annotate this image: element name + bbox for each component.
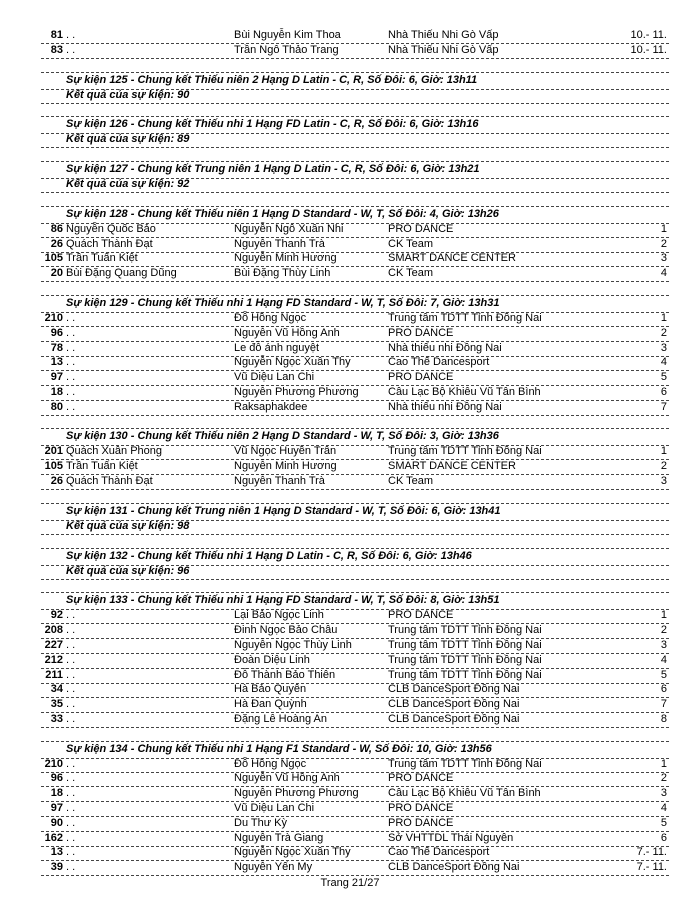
dancer-name: Nguyễn Minh Hương	[234, 252, 337, 265]
placement: 7.- 11.	[636, 861, 667, 874]
dancer-name: Đỗ Hồng Ngọc	[234, 757, 307, 770]
entry-number: 13	[50, 846, 63, 859]
dancer-name: Le đỗ ánh nguyệt	[234, 341, 320, 354]
placement: 5	[660, 371, 667, 384]
club-name: Câu Lạc Bộ Khiêu Vũ Tân Bình	[388, 787, 541, 800]
dancer-name: Nguyễn Ngọc Xuân Thy	[234, 356, 351, 369]
entry-number: 39	[50, 861, 63, 874]
partner-name: . .	[66, 712, 76, 725]
entry-number: 90	[50, 816, 63, 829]
club-name: Nhà Thiếu Nhi Gò Vấp	[388, 29, 499, 41]
dancer-name: Vũ Diệu Lan Chi	[234, 801, 315, 814]
partner-name: . .	[66, 29, 76, 41]
entry-number: 96	[50, 326, 63, 339]
table-row	[41, 757, 669, 773]
entry-number: 33	[50, 712, 63, 725]
club-name: PRO DANCE	[388, 609, 454, 622]
table-row	[41, 311, 669, 327]
dancer-name: Lại Bảo Ngọc Linh	[234, 609, 324, 622]
entry-number: 96	[50, 772, 63, 785]
entry-number: 34	[50, 683, 63, 696]
entry-number: 80	[50, 400, 63, 413]
dancer-name: Nguyễn Thanh Trà	[234, 237, 325, 250]
placement: 7	[660, 698, 667, 711]
event-result	[41, 88, 669, 104]
club-name: Trung tâm TDTT Tỉnh Đồng Nai	[388, 668, 542, 681]
dancer-name: Nguyễn Ngọc Xuân Thy	[234, 846, 351, 859]
entry-number: 18	[50, 787, 63, 800]
partner-name: . .	[66, 638, 76, 651]
placement: 3	[660, 787, 667, 800]
table-row	[41, 385, 669, 401]
entry-number: 208	[44, 624, 63, 637]
partner-name: . .	[66, 831, 76, 844]
club-name: Trung tâm TDTT Tỉnh Đồng Nai	[388, 624, 542, 637]
event-title: Sự kiện 132 - Chung kết Thiếu nhi 1 Hạng D Latin - C, R, Số Đôi: 6, Giờ: 13h46	[66, 549, 472, 562]
dancer-name: Hà Bảo Quyên	[234, 683, 307, 696]
dancer-name: Nguyễn Vũ Hồng Anh	[234, 326, 340, 339]
table-row	[41, 370, 669, 386]
entry-number: 78	[50, 341, 63, 354]
entry-number: 92	[50, 609, 63, 622]
placement: 1	[660, 757, 667, 770]
dancer-name: Đỗ Thành Bảo Thiên	[234, 668, 336, 681]
page-number: Trang 21/27	[320, 877, 380, 889]
table-row	[41, 801, 669, 817]
club-name: Trung tâm TDTT Tỉnh Đồng Nai	[388, 757, 542, 770]
table-row	[41, 653, 669, 669]
placement: 10.- 11.	[630, 43, 667, 56]
dancer-name: Vũ Diệu Lan Chi	[234, 371, 315, 384]
table-row	[41, 816, 669, 832]
entry-number: 26	[50, 237, 63, 250]
entry-number: 18	[50, 385, 63, 398]
club-name: CK Team	[388, 237, 434, 250]
placement: 6	[660, 385, 667, 398]
entry-number: 20	[50, 267, 63, 280]
table-row	[41, 28, 669, 44]
club-name: CLB DanceSport Đồng Nai	[388, 712, 520, 725]
placement: 5	[660, 816, 667, 829]
club-name: Sở VHTTDL Thái Nguyên	[388, 831, 514, 844]
placement: 6	[660, 831, 667, 844]
placement: 3	[660, 475, 667, 488]
event-result-text: Kết quả của sự kiện: 96	[66, 564, 190, 577]
dancer-name: Raksaphakdee	[234, 400, 308, 413]
partner-name: . .	[66, 683, 76, 696]
partner-name: . .	[66, 787, 76, 800]
entry-number: 35	[50, 698, 63, 711]
partner-name: . .	[66, 846, 76, 859]
entry-number: 210	[44, 312, 63, 325]
event-title: Sự kiện 127 - Chung kết Trung niên 1 Hạng D Latin - C, R, Số Đôi: 6, Giờ: 13h21	[66, 163, 480, 176]
dancer-name: Nguyễn Trà Giang	[234, 831, 324, 844]
partner-name: . .	[66, 624, 76, 637]
dancer-name: Vũ Ngọc Huyền Trân	[234, 445, 337, 458]
event-result-text: Kết quả của sự kiện: 92	[66, 178, 190, 191]
table-row	[41, 400, 669, 416]
dancer-name: Đặng Lê Hoàng An	[234, 712, 327, 725]
event-title: Sự kiện 126 - Chung kết Thiếu nhi 1 Hạng FD Latin - C, R, Số Đôi: 6, Giờ: 13h16	[66, 118, 479, 131]
dancer-name: Trần Ngô Thảo Trang	[234, 43, 339, 56]
table-row	[41, 831, 669, 847]
club-name: SMART DANCE CENTER	[388, 460, 516, 473]
table-row	[41, 222, 669, 238]
event-result	[41, 564, 669, 580]
event-result-text: Kết quả của sự kiện: 98	[66, 519, 190, 532]
club-name: PRO DANCE	[388, 816, 454, 829]
table-row	[41, 341, 669, 357]
placement: 2	[660, 772, 667, 785]
dancer-name: Nguyễn Thanh Trà	[234, 475, 325, 488]
partner-name: . .	[66, 653, 76, 666]
club-name: Nhà Thiếu Nhi Gò Vấp	[388, 43, 499, 56]
placement: 2	[660, 326, 667, 339]
club-name: Trung tâm TDTT Tỉnh Đồng Nai	[388, 653, 542, 666]
dancer-name: Nguyễn Ngọc Thùy Linh	[234, 638, 352, 651]
club-name: Trung tâm TDTT Tỉnh Đồng Nai	[388, 312, 542, 325]
dancer-name: Bùi Đặng Thùy Linh	[234, 267, 331, 280]
table-row	[41, 638, 669, 654]
club-name: PRO DANCE	[388, 801, 454, 814]
event-result-text: Kết quả của sự kiện: 89	[66, 133, 190, 146]
partner-name: Quách Xuân Phong	[66, 445, 163, 458]
table-row	[41, 771, 669, 787]
entry-number: 211	[45, 668, 63, 681]
club-name: Trung tâm TDTT Tỉnh Đồng Nai	[388, 638, 542, 651]
placement: 2	[660, 624, 667, 637]
table-row	[41, 326, 669, 342]
placement: 10.- 11.	[630, 29, 667, 41]
club-name: Cao Thế Dancesport	[388, 356, 490, 369]
entry-number: 162	[44, 831, 63, 844]
table-row	[41, 623, 669, 639]
club-name: PRO DANCE	[388, 222, 454, 235]
table-row	[41, 608, 669, 624]
event-title: Sự kiện 125 - Chung kết Thiếu niên 2 Hạng D Latin - C, R, Số Đôi: 6, Giờ: 13h11	[66, 73, 478, 86]
dancer-name: Nguyễn Phương Phương	[234, 787, 359, 800]
table-row	[41, 444, 669, 460]
event-result	[41, 132, 669, 148]
dancer-name: Nguyễn Yến My	[234, 861, 313, 874]
entry-number: 83	[50, 43, 63, 56]
placement: 6	[660, 683, 667, 696]
entry-number: 97	[50, 801, 63, 814]
entry-number: 105	[44, 460, 63, 473]
club-name: SMART DANCE CENTER	[388, 252, 516, 265]
partner-name: . .	[66, 801, 76, 814]
partner-name: . .	[66, 757, 76, 770]
event-title: Sự kiện 134 - Chung kết Thiếu nhi 1 Hạng F1 Standard - W, Số Đôi: 10, Giờ: 13h56	[66, 742, 492, 755]
dancer-name: Đoàn Diệu Linh	[234, 653, 310, 666]
placement: 1	[660, 609, 667, 622]
dancer-name: Đinh Ngọc Bảo Châu	[234, 624, 338, 637]
table-row	[41, 266, 669, 282]
table-row	[41, 682, 669, 698]
entry-number: 201	[44, 445, 63, 458]
event-title: Sự kiện 133 - Chung kết Thiếu nhi 1 Hạng FD Standard - W, T, Số Đôi: 8, Giờ: 13h51	[66, 594, 500, 607]
partner-name: . .	[66, 43, 76, 56]
table-row	[41, 712, 669, 728]
placement: 4	[660, 653, 667, 666]
table-row	[41, 474, 669, 490]
table-row	[41, 786, 669, 802]
partner-name: . .	[66, 312, 76, 325]
placement: 1	[660, 312, 667, 325]
dancer-name: Nguyễn Ngô Xuân Nhi	[234, 222, 344, 235]
club-name: CLB DanceSport Đồng Nai	[388, 698, 520, 711]
table-row	[41, 251, 669, 267]
partner-name: Trần Tuấn Kiệt	[66, 252, 138, 265]
entry-number: 105	[44, 252, 63, 265]
placement: 3	[660, 252, 667, 265]
club-name: CK Team	[388, 267, 434, 280]
partner-name: . .	[66, 772, 76, 785]
table-row	[41, 43, 669, 59]
partner-name: . .	[66, 698, 76, 711]
entry-number: 227	[44, 638, 63, 651]
table-row	[41, 860, 669, 876]
partner-name: Nguyễn Quốc Bảo	[66, 222, 156, 235]
table-row	[41, 845, 669, 861]
partner-name: Trần Tuấn Kiệt	[66, 460, 138, 473]
partner-name: . .	[66, 609, 76, 622]
event-title: Sự kiện 129 - Chung kết Thiếu nhi 1 Hạng FD Standard - W, T, Số Đôi: 7, Giờ: 13h31	[66, 297, 500, 310]
dancer-name: Hà Đan Quỳnh	[234, 698, 307, 711]
club-name: Trung tâm TDTT Tỉnh Đồng Nai	[388, 445, 542, 458]
placement: 2	[660, 460, 667, 473]
event-title: Sự kiện 130 - Chung kết Thiếu niên 2 Hạng D Standard - W, T, Số Đôi: 3, Giờ: 13h36	[66, 430, 499, 443]
placement: 8	[660, 712, 667, 725]
entry-number: 81	[50, 29, 63, 41]
dancer-name: Bùi Nguyễn Kim Thoa	[234, 29, 341, 41]
dancer-name: Đỗ Hồng Ngọc	[234, 312, 307, 325]
entry-number: 97	[50, 371, 63, 384]
entry-number: 212	[44, 653, 63, 666]
table-row	[41, 697, 669, 713]
dancer-name: Nguyễn Minh Hương	[234, 460, 337, 473]
event-title: Sự kiện 128 - Chung kết Thiếu niên 1 Hạng D Standard - W, T, Số Đôi: 4, Giờ: 13h26	[66, 207, 499, 220]
placement: 1	[660, 445, 667, 458]
event-result	[41, 177, 669, 193]
entry-number: 86	[50, 222, 63, 235]
partner-name: . .	[66, 816, 76, 829]
entry-number: 26	[50, 475, 63, 488]
table-row	[41, 668, 669, 684]
club-name: Nhà thiếu nhi Đồng Nai	[388, 341, 502, 354]
event-result-text: Kết quả của sự kiện: 90	[66, 88, 190, 101]
club-name: PRO DANCE	[388, 326, 454, 339]
placement: 4	[660, 267, 667, 280]
event-result	[41, 519, 669, 535]
placement: 7	[660, 400, 667, 413]
placement: 5	[660, 668, 667, 681]
partner-name: . .	[66, 400, 76, 413]
club-name: CLB DanceSport Đồng Nai	[388, 683, 520, 696]
club-name: Cao Thế Dancesport	[388, 846, 490, 859]
placement: 4	[660, 801, 667, 814]
placement: 3	[660, 341, 667, 354]
placement: 4	[660, 356, 667, 369]
club-name: PRO DANCE	[388, 772, 454, 785]
partner-name: Bùi Đặng Quang Dũng	[66, 267, 177, 280]
entry-number: 210	[44, 757, 63, 770]
club-name: PRO DANCE	[388, 371, 454, 384]
entry-number: 13	[50, 356, 63, 369]
club-name: Câu Lạc Bộ Khiêu Vũ Tân Bình	[388, 385, 541, 398]
table-row	[41, 355, 669, 371]
partner-name: . .	[66, 326, 76, 339]
dancer-name: Nguyễn Vũ Hồng Anh	[234, 772, 340, 785]
club-name: CLB DanceSport Đồng Nai	[388, 861, 520, 874]
partner-name: . .	[66, 356, 76, 369]
event-title: Sự kiện 131 - Chung kết Trung niên 1 Hạng D Standard - W, T, Số Đôi: 6, Giờ: 13h41	[66, 504, 501, 517]
partner-name: Quách Thành Đạt	[66, 237, 153, 250]
placement: 7.- 11.	[636, 846, 667, 859]
table-row	[41, 459, 669, 475]
dancer-name: Du Thư Kỳ	[234, 816, 288, 829]
placement: 3	[660, 638, 667, 651]
partner-name: . .	[66, 668, 76, 681]
club-name: CK Team	[388, 475, 434, 488]
club-name: Nhà thiếu nhi Đồng Nai	[388, 400, 502, 413]
dancer-name: Nguyễn Phương Phương	[234, 385, 359, 398]
partner-name: . .	[66, 371, 76, 384]
partner-name: . .	[66, 341, 76, 354]
partner-name: . .	[66, 385, 76, 398]
partner-name: . .	[66, 861, 76, 874]
partner-name: Quách Thành Đạt	[66, 475, 153, 488]
table-row	[41, 237, 669, 253]
placement: 2	[660, 237, 667, 250]
placement: 1	[660, 222, 667, 235]
